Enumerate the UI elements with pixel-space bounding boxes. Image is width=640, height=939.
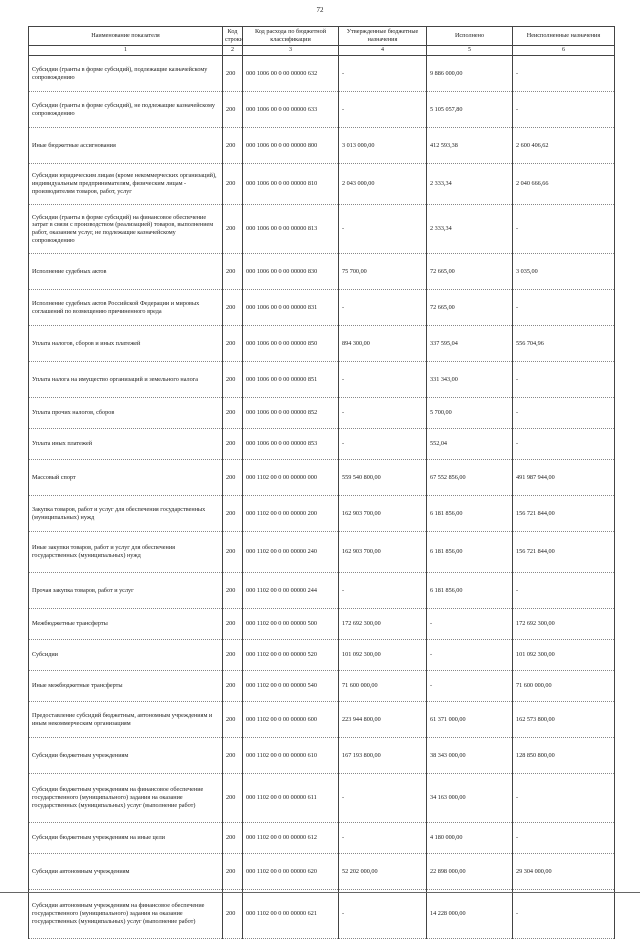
row-executed-amount: 2 333,34	[427, 164, 513, 205]
row-line-code: 200	[223, 573, 243, 609]
row-executed-amount: 2 333,34	[427, 205, 513, 254]
row-line-code: 200	[223, 398, 243, 429]
row-approved-amount: 162 903 700,00	[339, 496, 427, 532]
row-unexecuted-amount: 491 987 944,00	[513, 460, 615, 496]
row-name: Предоставление субсидий бюджетным, автономным учреждениям и иным некоммерческим организациям	[29, 702, 223, 738]
row-classification-code: 000 1102 00 0 00 00000 200	[243, 496, 339, 532]
row-name: Субсидии автономным учреждениям	[29, 854, 223, 890]
row-name: Субсидии	[29, 640, 223, 671]
row-approved-amount: -	[339, 56, 427, 92]
row-executed-amount: 61 371 000,00	[427, 702, 513, 738]
row-approved-amount: 223 944 800,00	[339, 702, 427, 738]
column-number: 2	[223, 45, 243, 56]
row-approved-amount: 101 092 300,00	[339, 640, 427, 671]
row-executed-amount: 72 665,00	[427, 290, 513, 326]
table-row	[29, 671, 615, 702]
row-unexecuted-amount: 2 600 406,62	[513, 128, 615, 164]
row-approved-amount: -	[339, 205, 427, 254]
row-line-code: 200	[223, 890, 243, 939]
table-row	[29, 890, 615, 939]
row-classification-code: 000 1102 00 0 00 00000 240	[243, 532, 339, 573]
row-name: Уплата прочих налогов, сборов	[29, 398, 223, 429]
row-name: Закупка товаров, работ и услуг для обеспечения государственных (муниципальных) нужд	[29, 496, 223, 532]
column-number: 4	[339, 45, 427, 56]
row-unexecuted-amount: 162 573 800,00	[513, 702, 615, 738]
row-classification-code: 000 1102 00 0 00 00000 500	[243, 609, 339, 640]
row-approved-amount: -	[339, 823, 427, 854]
row-classification-code: 000 1102 00 0 00 00000 621	[243, 890, 339, 939]
row-approved-amount: 167 193 800,00	[339, 738, 427, 774]
table-row	[29, 640, 615, 671]
header-name: Наименование показателя	[29, 27, 223, 46]
row-executed-amount: 67 552 856,00	[427, 460, 513, 496]
row-unexecuted-amount: 71 600 000,00	[513, 671, 615, 702]
row-approved-amount: 3 013 000,00	[339, 128, 427, 164]
row-name: Иные закупки товаров, работ и услуг для обеспечения государственных (муниципальных) нужд	[29, 532, 223, 573]
row-classification-code: 000 1006 00 0 00 00000 831	[243, 290, 339, 326]
row-classification-code: 000 1102 00 0 00 00000 000	[243, 460, 339, 496]
header-approved: Утвержденные бюджетные назначения	[339, 27, 427, 46]
table-row	[29, 205, 615, 254]
row-classification-code: 000 1102 00 0 00 00000 244	[243, 573, 339, 609]
table-row	[29, 774, 615, 823]
row-name: Субсидии (гранты в форме субсидий) на финансовое обеспечение затрат в связи с производством (реализацией) товаров, выполнением работ, оказанием услуг, не подлежащие казначейскому сопровождению	[29, 205, 223, 254]
row-line-code: 200	[223, 290, 243, 326]
row-line-code: 200	[223, 92, 243, 128]
row-unexecuted-amount: -	[513, 398, 615, 429]
row-approved-amount: -	[339, 429, 427, 460]
row-unexecuted-amount: -	[513, 823, 615, 854]
row-line-code: 200	[223, 164, 243, 205]
row-executed-amount: 331 343,00	[427, 362, 513, 398]
row-line-code: 200	[223, 326, 243, 362]
row-classification-code: 000 1102 00 0 00 00000 612	[243, 823, 339, 854]
row-name: Субсидии бюджетным учреждениям на иные цели	[29, 823, 223, 854]
row-executed-amount: 14 228 000,00	[427, 890, 513, 939]
row-classification-code: 000 1006 00 0 00 00000 850	[243, 326, 339, 362]
row-name: Субсидии юридическим лицам (кроме некоммерческих организаций), индивидуальным предпринимателям, физическим лицам - производителям товаров, работ, услуг	[29, 164, 223, 205]
row-executed-amount: 22 898 000,00	[427, 854, 513, 890]
row-line-code: 200	[223, 823, 243, 854]
table-row	[29, 854, 615, 890]
table-row	[29, 496, 615, 532]
row-executed-amount: 6 181 856,00	[427, 573, 513, 609]
row-name: Уплата иных платежей	[29, 429, 223, 460]
table-row	[29, 92, 615, 128]
row-unexecuted-amount: -	[513, 774, 615, 823]
row-name: Исполнение судебных актов	[29, 254, 223, 290]
row-name: Субсидии бюджетным учреждениям на финансовое обеспечение государственного (муниципального) задания на оказание государственных (муниципальных) услуг (выполнение работ)	[29, 774, 223, 823]
row-name: Субсидии бюджетным учреждениям	[29, 738, 223, 774]
table-row	[29, 254, 615, 290]
row-classification-code: 000 1006 00 0 00 00000 632	[243, 56, 339, 92]
table-row	[29, 164, 615, 205]
row-name: Исполнение судебных актов Российской Федерации и мировых соглашений по возмещению причиненного вреда	[29, 290, 223, 326]
row-name: Массовый спорт	[29, 460, 223, 496]
column-number: 3	[243, 45, 339, 56]
row-name: Субсидии (гранты в форме субсидий), подлежащие казначейскому сопровождению	[29, 56, 223, 92]
row-unexecuted-amount: -	[513, 890, 615, 939]
table-row	[29, 326, 615, 362]
column-number-row	[29, 45, 615, 56]
row-classification-code: 000 1006 00 0 00 00000 852	[243, 398, 339, 429]
row-classification-code: 000 1102 00 0 00 00000 610	[243, 738, 339, 774]
row-executed-amount: 6 181 856,00	[427, 496, 513, 532]
row-unexecuted-amount: 101 092 300,00	[513, 640, 615, 671]
row-line-code: 200	[223, 640, 243, 671]
row-classification-code: 000 1102 00 0 00 00000 611	[243, 774, 339, 823]
row-approved-amount: -	[339, 398, 427, 429]
row-approved-amount: -	[339, 774, 427, 823]
row-approved-amount: 2 043 000,00	[339, 164, 427, 205]
row-unexecuted-amount: -	[513, 290, 615, 326]
table-row	[29, 362, 615, 398]
row-approved-amount: 71 600 000,00	[339, 671, 427, 702]
row-executed-amount: 552,04	[427, 429, 513, 460]
row-name: Субсидии (гранты в форме субсидий), не подлежащие казначейскому сопровождению	[29, 92, 223, 128]
row-approved-amount: -	[339, 890, 427, 939]
table-row	[29, 823, 615, 854]
row-executed-amount: 337 595,04	[427, 326, 513, 362]
column-number: 1	[29, 45, 223, 56]
row-executed-amount: 5 105 057,80	[427, 92, 513, 128]
row-line-code: 200	[223, 532, 243, 573]
row-unexecuted-amount: 156 721 844,00	[513, 496, 615, 532]
row-unexecuted-amount: -	[513, 92, 615, 128]
budget-execution-table	[28, 26, 615, 939]
row-line-code: 200	[223, 429, 243, 460]
row-line-code: 200	[223, 460, 243, 496]
table-row	[29, 290, 615, 326]
row-classification-code: 000 1006 00 0 00 00000 851	[243, 362, 339, 398]
table-header-row	[29, 27, 615, 46]
row-executed-amount: 38 343 000,00	[427, 738, 513, 774]
row-name: Уплата налога на имущество организаций и земельного налога	[29, 362, 223, 398]
row-line-code: 200	[223, 738, 243, 774]
header-classification: Код расхода по бюджетной классификации	[243, 27, 339, 46]
row-line-code: 200	[223, 854, 243, 890]
header-executed: Исполнено	[427, 27, 513, 46]
table-row	[29, 398, 615, 429]
table-row	[29, 573, 615, 609]
row-unexecuted-amount: -	[513, 56, 615, 92]
row-approved-amount: 894 300,00	[339, 326, 427, 362]
table-row	[29, 702, 615, 738]
row-unexecuted-amount: 172 692 300,00	[513, 609, 615, 640]
row-line-code: 200	[223, 702, 243, 738]
row-executed-amount: -	[427, 609, 513, 640]
row-approved-amount: 75 700,00	[339, 254, 427, 290]
table-row	[29, 738, 615, 774]
row-executed-amount: 34 163 000,00	[427, 774, 513, 823]
header-unexecuted: Неисполненные назначения	[513, 27, 615, 46]
row-unexecuted-amount: 3 035,00	[513, 254, 615, 290]
row-approved-amount: -	[339, 290, 427, 326]
header-line-code: Код строки	[223, 27, 243, 46]
row-unexecuted-amount: 29 304 000,00	[513, 854, 615, 890]
row-line-code: 200	[223, 56, 243, 92]
row-approved-amount: -	[339, 362, 427, 398]
page-number: 72	[316, 6, 324, 14]
row-classification-code: 000 1102 00 0 00 00000 540	[243, 671, 339, 702]
row-classification-code: 000 1006 00 0 00 00000 830	[243, 254, 339, 290]
row-line-code: 200	[223, 205, 243, 254]
row-unexecuted-amount: -	[513, 205, 615, 254]
row-unexecuted-amount: -	[513, 573, 615, 609]
table-row	[29, 429, 615, 460]
row-unexecuted-amount: -	[513, 362, 615, 398]
row-approved-amount: 162 903 700,00	[339, 532, 427, 573]
table-row	[29, 128, 615, 164]
row-approved-amount: 559 540 800,00	[339, 460, 427, 496]
row-classification-code: 000 1102 00 0 00 00000 620	[243, 854, 339, 890]
row-name: Прочая закупка товаров, работ и услуг	[29, 573, 223, 609]
row-line-code: 200	[223, 496, 243, 532]
table-row	[29, 609, 615, 640]
row-name: Иные межбюджетные трансферты	[29, 671, 223, 702]
row-classification-code: 000 1102 00 0 00 00000 520	[243, 640, 339, 671]
row-unexecuted-amount: 128 850 800,00	[513, 738, 615, 774]
row-line-code: 200	[223, 254, 243, 290]
table-row	[29, 56, 615, 92]
row-unexecuted-amount: 2 040 666,66	[513, 164, 615, 205]
row-name: Уплата налогов, сборов и иных платежей	[29, 326, 223, 362]
row-unexecuted-amount: 156 721 844,00	[513, 532, 615, 573]
row-approved-amount: 172 692 300,00	[339, 609, 427, 640]
row-line-code: 200	[223, 362, 243, 398]
row-line-code: 200	[223, 774, 243, 823]
row-line-code: 200	[223, 671, 243, 702]
table-row	[29, 532, 615, 573]
row-executed-amount: 5 700,00	[427, 398, 513, 429]
row-classification-code: 000 1006 00 0 00 00000 800	[243, 128, 339, 164]
row-classification-code: 000 1006 00 0 00 00000 813	[243, 205, 339, 254]
row-name: Межбюджетные трансферты	[29, 609, 223, 640]
row-unexecuted-amount: -	[513, 429, 615, 460]
row-executed-amount: -	[427, 671, 513, 702]
row-name: Иные бюджетные ассигнования	[29, 128, 223, 164]
row-classification-code: 000 1006 00 0 00 00000 810	[243, 164, 339, 205]
row-executed-amount: -	[427, 640, 513, 671]
row-approved-amount: -	[339, 92, 427, 128]
row-classification-code: 000 1006 00 0 00 00000 633	[243, 92, 339, 128]
row-executed-amount: 72 665,00	[427, 254, 513, 290]
column-number: 5	[427, 45, 513, 56]
table-row	[29, 460, 615, 496]
row-classification-code: 000 1102 00 0 00 00000 600	[243, 702, 339, 738]
row-executed-amount: 9 886 000,00	[427, 56, 513, 92]
row-name: Субсидии автономным учреждениям на финансовое обеспечение государственного (муниципального) задания на оказание государственных (муниципальных) услуг (выполнение работ)	[29, 890, 223, 939]
row-unexecuted-amount: 556 704,96	[513, 326, 615, 362]
row-classification-code: 000 1006 00 0 00 00000 853	[243, 429, 339, 460]
row-executed-amount: 6 181 856,00	[427, 532, 513, 573]
column-number: 6	[513, 45, 615, 56]
row-approved-amount: 52 202 000,00	[339, 854, 427, 890]
row-approved-amount: -	[339, 573, 427, 609]
bottom-rule	[0, 892, 640, 893]
row-executed-amount: 4 180 000,00	[427, 823, 513, 854]
row-line-code: 200	[223, 128, 243, 164]
row-executed-amount: 412 593,38	[427, 128, 513, 164]
row-line-code: 200	[223, 609, 243, 640]
